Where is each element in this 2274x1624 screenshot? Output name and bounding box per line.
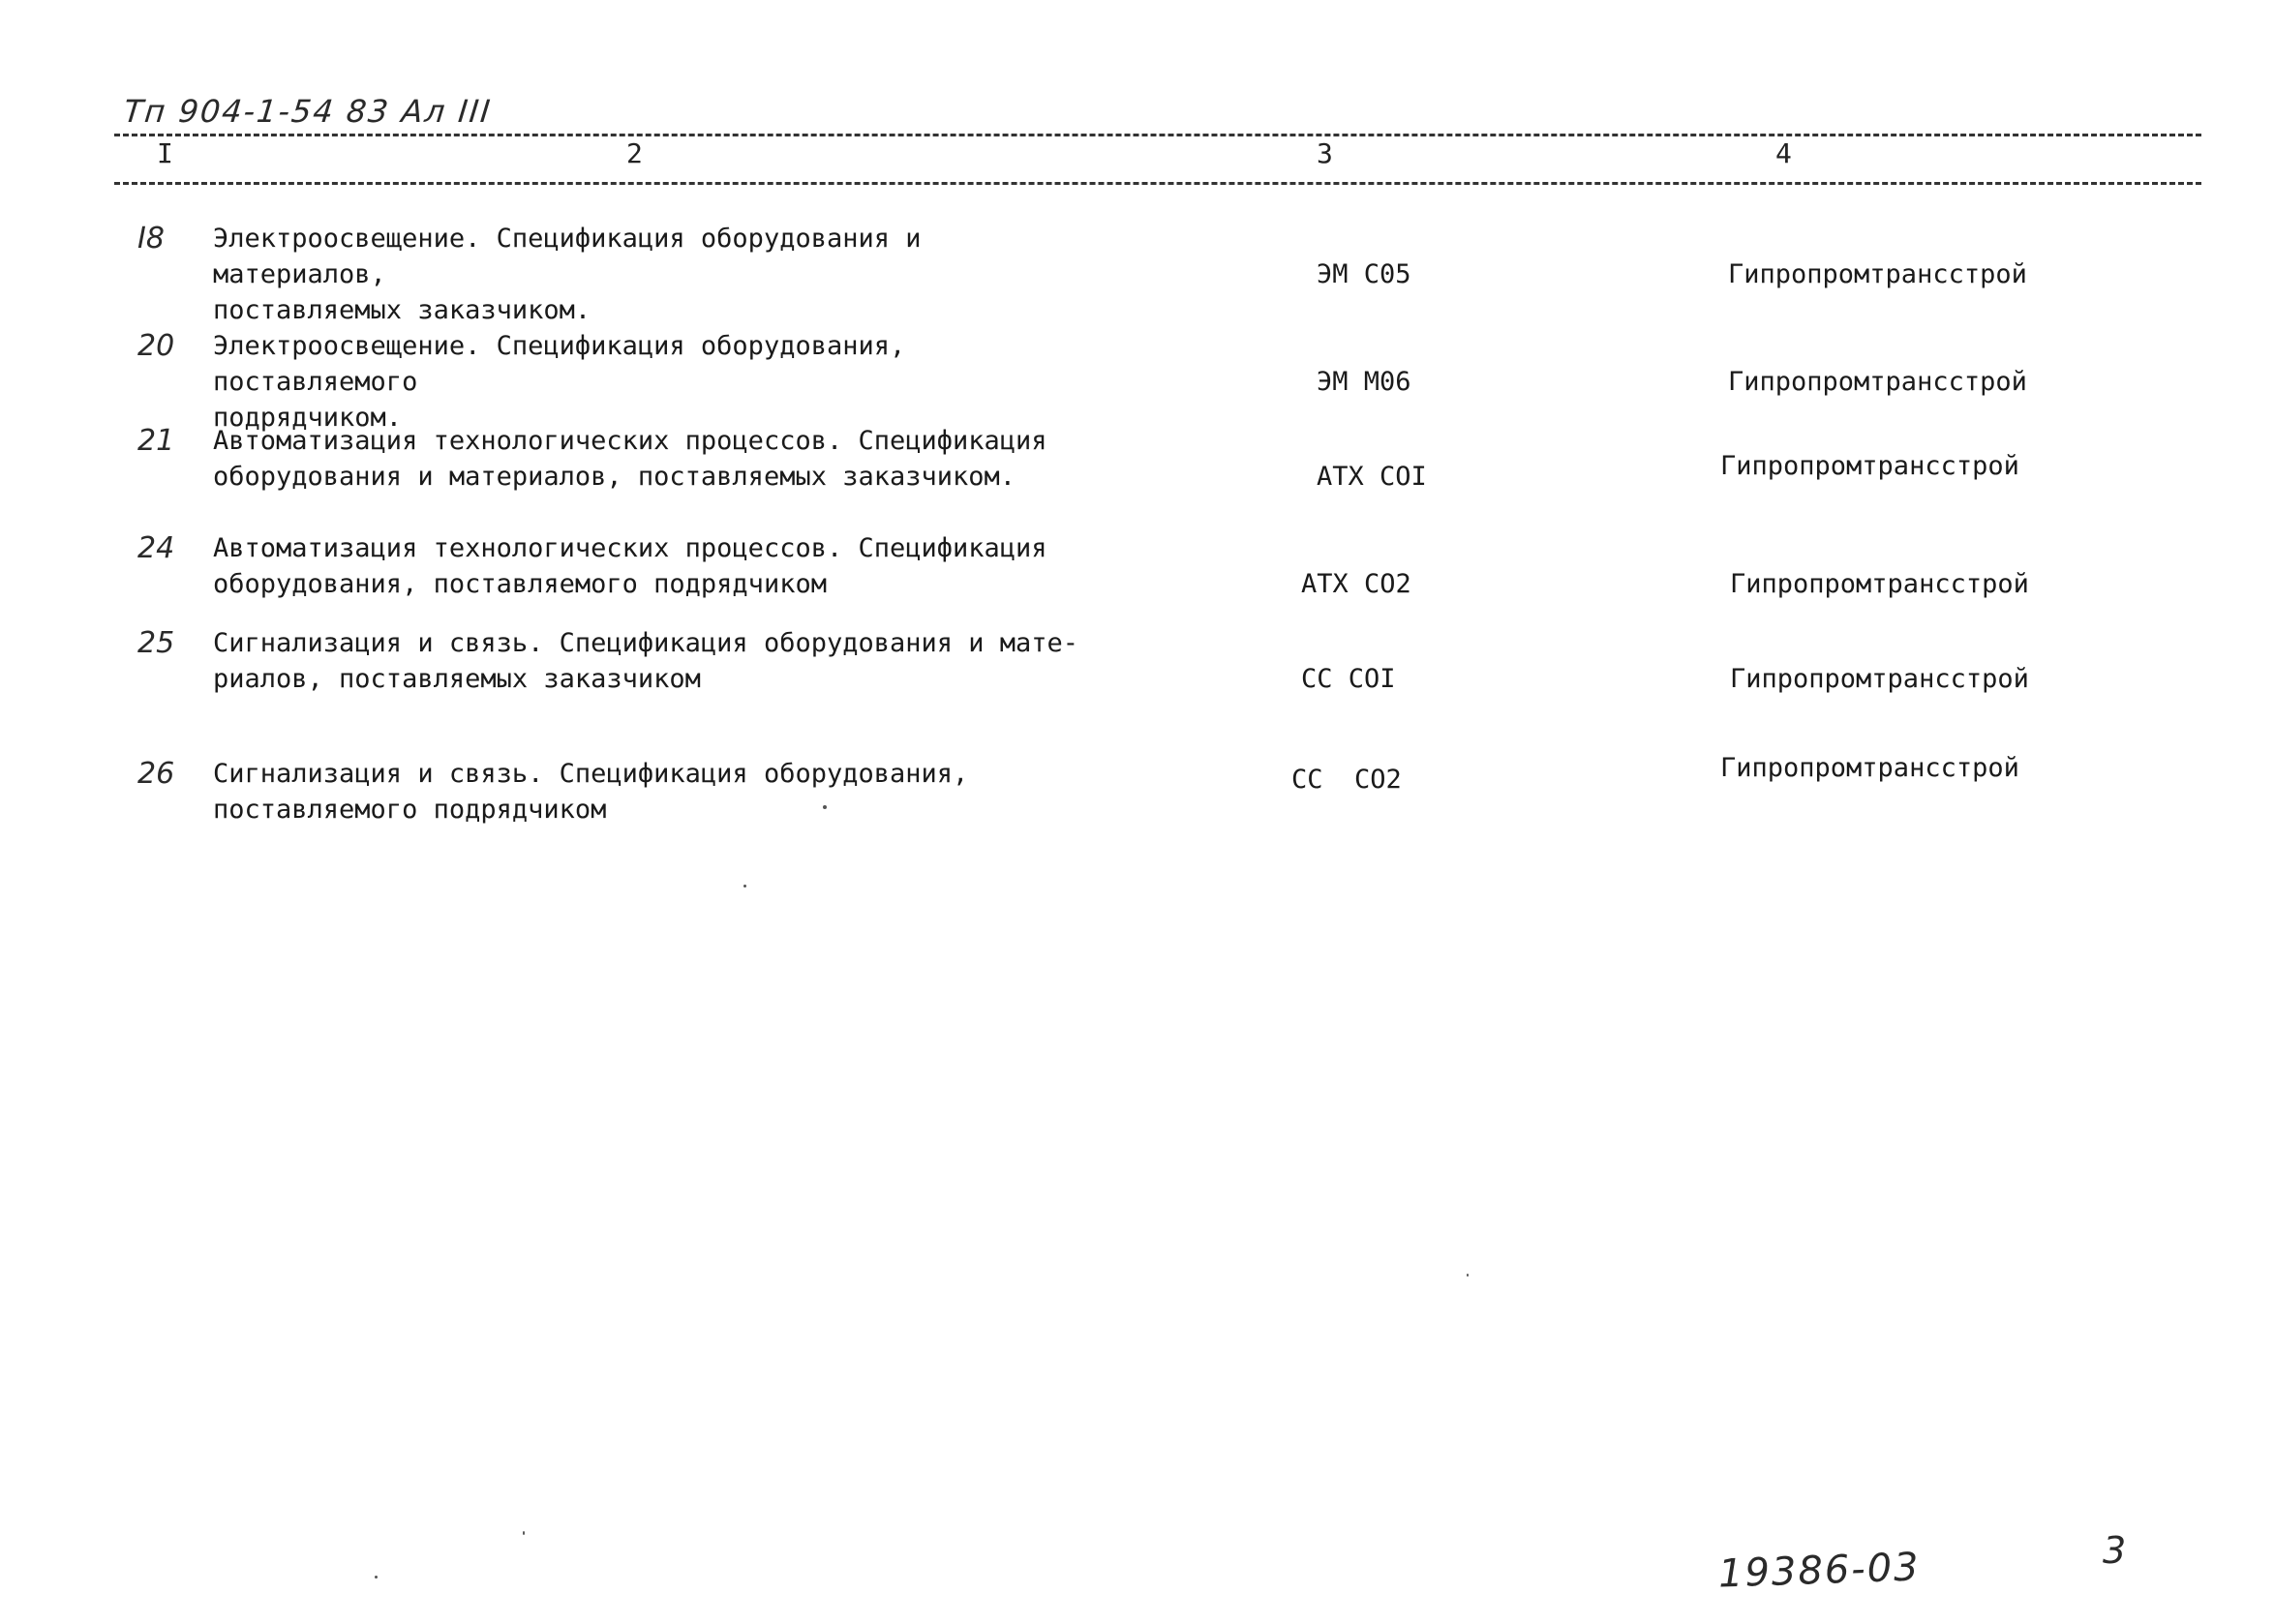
row-description: Автоматизация технологических процессов. Спецификация оборудования и материалов, поставляемых заказчиком. (213, 426, 1047, 492)
row-organization: Гипропромтрансстрой (1720, 451, 2019, 481)
header-top-rule (114, 134, 2201, 136)
row-description: Автоматизация технологических процессов. Спецификация оборудования, поставляемого подрядчиком (213, 533, 1047, 599)
row-code: СС СОI (1301, 664, 1396, 694)
row-number: I8 (137, 222, 165, 256)
row-number: 21 (137, 424, 175, 458)
scan-speck (523, 1531, 525, 1535)
document-code: Тп 904-1-54 83 Ал III (122, 93, 494, 130)
row-organization: Гипропромтрансстрой (1730, 664, 2029, 694)
row-organization: Гипропромтрансстрой (1720, 753, 2019, 783)
row-code: СС СО2 (1291, 765, 1402, 795)
row-code: АТХ СО2 (1301, 569, 1411, 599)
row-code: ЭМ С05 (1317, 259, 1411, 289)
row-organization: Гипропромтрансстрой (1730, 569, 2029, 599)
row-organization: Гипропромтрансстрой (1728, 259, 2027, 289)
row-description: Электроосвещение. Спецификация оборудования, поставляемого подрядчиком. (213, 331, 906, 433)
column-number-4: 4 (1775, 137, 1792, 169)
row-number: 20 (137, 329, 175, 363)
header-bottom-rule (114, 182, 2201, 185)
row-number: 24 (137, 531, 175, 565)
scan-speck (1467, 1274, 1469, 1277)
row-code: АТХ СОI (1317, 462, 1427, 492)
row-description: Электроосвещение. Спецификация оборудования и материалов, поставляемых заказчиком. (213, 224, 922, 325)
inventory-number: 19386-03 (1717, 1545, 1922, 1597)
scan-speck (743, 885, 746, 887)
column-number-2: 2 (626, 137, 643, 169)
row-code: ЭМ М06 (1317, 367, 1411, 397)
column-number-1: I (157, 137, 173, 169)
row-description: Сигнализация и связь. Спецификация оборудования и мате- риалов, поставляемых заказчиком (213, 628, 1079, 694)
row-number: 25 (137, 626, 175, 660)
scan-speck (823, 805, 827, 809)
scan-speck (375, 1576, 378, 1579)
row-organization: Гипропромтрансстрой (1728, 367, 2027, 397)
page-number: 3 (2103, 1529, 2127, 1572)
row-description: Сигнализация и связь. Спецификация оборудования, поставляемого подрядчиком (213, 759, 969, 825)
row-number: 26 (137, 757, 175, 791)
column-number-3: 3 (1317, 137, 1333, 169)
